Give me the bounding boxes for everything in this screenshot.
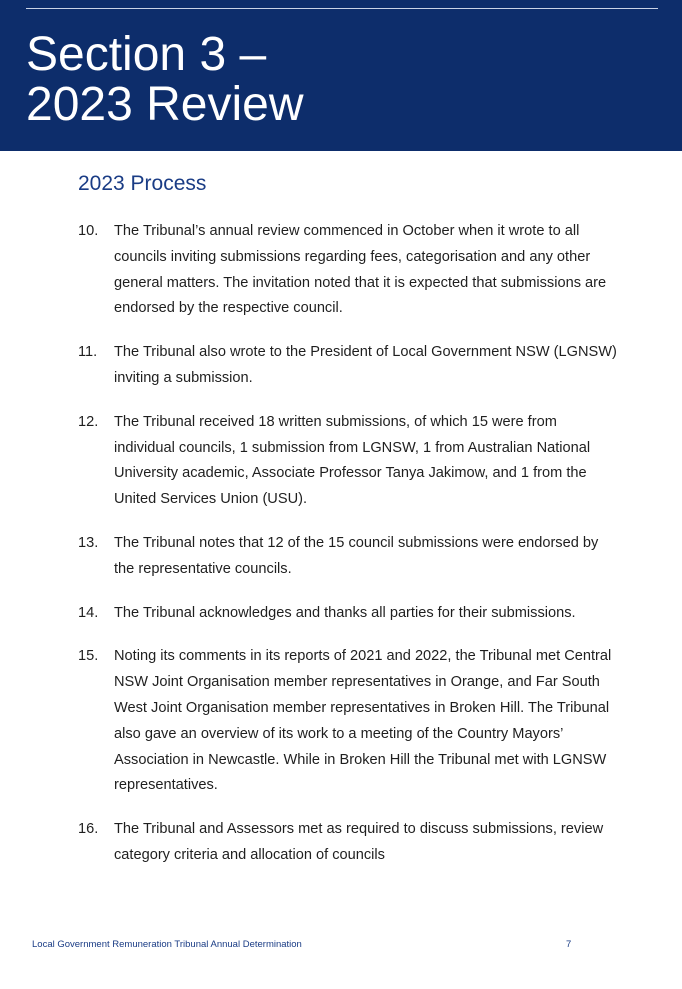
numbered-paragraph-list: [78, 219, 618, 887]
paragraph-text: The Tribunal and Assessors met as required to discuss submissions, review category criteria and allocation of councils: [114, 821, 604, 863]
header-divider: [26, 8, 658, 9]
paragraph-number: 15.: [78, 648, 99, 665]
paragraph-text: The Tribunal received 18 written submissions, of which 15 were from individual councils, 1 submission from LGNSW, 1 from Australian National University academic, Associate Professor Tanya Jakimow, and 1 from the United Services Union (USU).: [114, 413, 591, 508]
section-title-line-1: Section 3 –: [26, 28, 267, 81]
subsection-heading: 2023 Process: [78, 172, 207, 195]
paragraph-16: [78, 817, 618, 869]
paragraph-text: Noting its comments in its reports of 2021 and 2022, the Tribunal met Central NSW Joint Organisation member representatives in Orange, and Far South West Joint Organisation member representatives in Broken Hill. The Tribunal also gave an overview of its work to a meeting of the Country Mayors’ Association in Newcastle. While in Broken Hill the Tribunal met with LGNSW representatives.: [114, 648, 612, 794]
paragraph-13: [78, 531, 618, 583]
section-title-line-2: 2023 Review: [26, 78, 304, 131]
paragraph-number: 14.: [78, 604, 99, 621]
paragraph-15: [78, 644, 618, 799]
paragraph-text: The Tribunal notes that 12 of the 15 council submissions were endorsed by the representative councils.: [114, 534, 599, 577]
section-header-band: [0, 0, 682, 151]
paragraph-number: 16.: [78, 821, 99, 838]
footer-document-title: Local Government Remuneration Tribunal Annual Determination: [32, 939, 302, 950]
paragraph-number: 11.: [78, 344, 98, 361]
paragraph-text: The Tribunal acknowledges and thanks all parties for their submissions.: [114, 604, 576, 621]
paragraph-text: The Tribunal’s annual review commenced in October when it wrote to all councils inviting submissions regarding fees, categorisation and any other general matters. The invitation noted that it is expected that submissions are endorsed by the respective council.: [114, 223, 607, 317]
paragraph-10: [78, 219, 618, 322]
paragraph-number: 13.: [78, 534, 99, 551]
paragraph-number: 12.: [78, 413, 99, 430]
footer-page-number: 7: [566, 939, 572, 950]
paragraph-text: The Tribunal also wrote to the President of Local Government NSW (LGNSW) inviting a submission.: [114, 344, 617, 386]
paragraph-number: 10.: [78, 223, 99, 239]
paragraph-14: [78, 601, 618, 627]
paragraph-12: [78, 410, 618, 513]
section-title: [26, 30, 304, 130]
paragraph-11: [78, 340, 618, 392]
